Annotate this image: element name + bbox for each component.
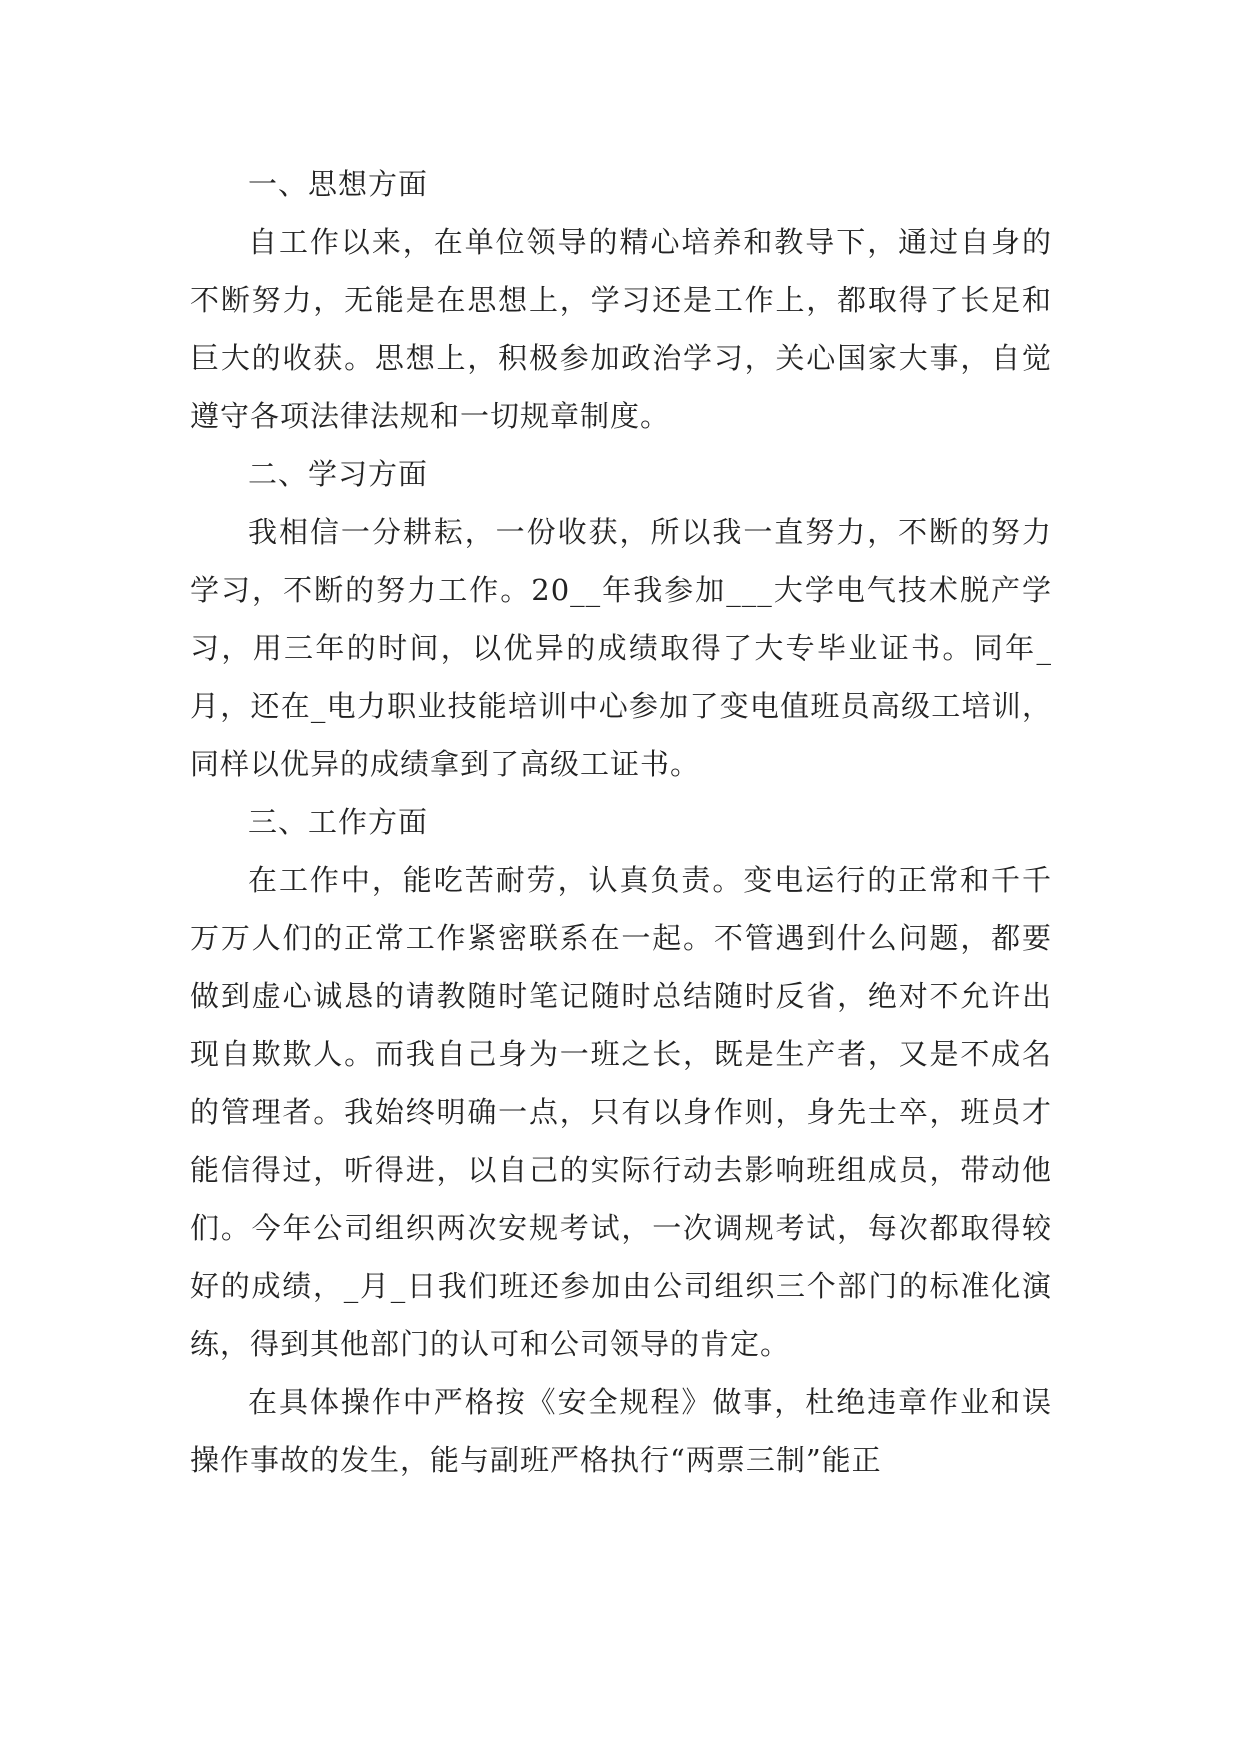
section-heading-work: 三、工作方面 — [248, 805, 429, 839]
paragraph-thought: 自工作以来，在单位领导的精心培养和教导下，通过自身的不断努力，无能是在思想上，学习还是工作上，都取得了长足和巨大的收获。思想上，积极参加政治学习，关心国家大事，自觉遵守各项法律法规和一切规章制度。 — [190, 225, 1052, 433]
section-heading-study: 二、学习方面 — [248, 457, 429, 491]
paragraph-study: 我相信一分耕耘，一份收获，所以我一直努力，不断的努力学习，不断的努力工作。20__年我参加___大学电气技术脱产学习，用三年的时间，以优异的成绩取得了大专毕业证书。同年_月，还在_电力职业技能培训中心参加了变电值班员高级工培训，同样以优异的成绩拿到了高级工证书。 — [190, 515, 1052, 781]
document-body — [190, 155, 1052, 1489]
paragraph-work: 在工作中，能吃苦耐劳，认真负责。变电运行的正常和千千万万人们的正常工作紧密联系在一起。不管遇到什么问题，都要做到虚心诚恳的请教随时笔记随时总结随时反省，绝对不允许出现自欺欺人。而我自己身为一班之长，既是生产者，又是不成名的管理者。我始终明确一点，只有以身作则，身先士卒，班员才能信得过，听得进，以自己的实际行动去影响班组成员，带动他们。今年公司组织两次安规考试，一次调规考试，每次都取得较好的成绩，_月_日我们班还参加由公司组织三个部门的标准化演练，得到其他部门的认可和公司领导的肯定。 — [190, 863, 1052, 1361]
paragraph-safety: 在具体操作中严格按《安全规程》做事，杜绝违章作业和误操作事故的发生，能与副班严格执行“两票三制”能正 — [190, 1385, 1052, 1477]
section-heading-thought: 一、思想方面 — [248, 167, 429, 201]
